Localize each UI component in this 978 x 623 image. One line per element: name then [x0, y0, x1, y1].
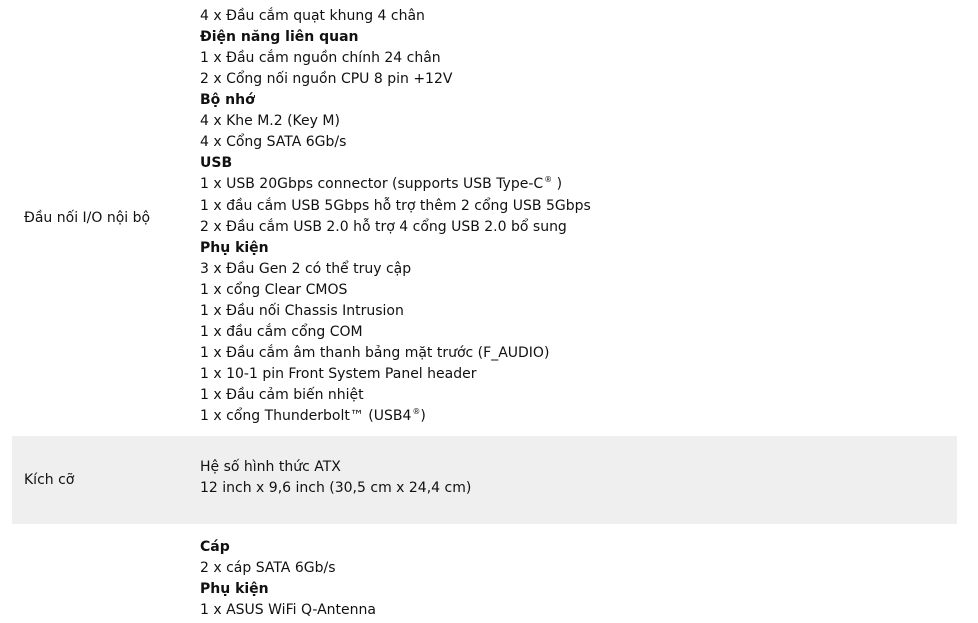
spec-line-text: 3 x Đầu Gen 2 có thể truy cập: [200, 261, 412, 277]
spec-line: [200, 322, 957, 343]
spec-line-text: Phụ kiện: [200, 240, 269, 256]
spec-line-text: 1 x đầu cắm cổng COM: [200, 324, 363, 340]
spec-line: [200, 6, 957, 27]
spec-label: Kích cỡ: [24, 472, 75, 488]
spec-line-text: 1 x cổng Thunderbolt™ (USB4: [200, 408, 412, 424]
spec-line: [200, 217, 957, 238]
spec-line: [200, 457, 957, 478]
spec-content: [200, 6, 957, 428]
spec-line: [200, 48, 957, 69]
spec-label: Đầu nối I/O nội bộ: [24, 210, 151, 226]
spec-line: [200, 364, 957, 385]
spec-line-text: 1 x Đầu nối Chassis Intrusion: [200, 303, 404, 319]
spec-line-text: 1 x ASUS WiFi Q-Antenna: [200, 602, 376, 618]
spec-line-text: 2 x cáp SATA 6Gb/s: [200, 560, 336, 576]
spec-line: [200, 558, 957, 579]
spec-section-heading: [200, 153, 957, 174]
spec-line: [200, 132, 957, 153]
spec-line: [200, 280, 957, 301]
spec-content: [200, 524, 957, 621]
registered-mark: ®: [412, 407, 421, 416]
spec-line: [200, 343, 957, 364]
spec-table: [12, 0, 957, 623]
spec-line-text: 1 x Đầu cắm nguồn chính 24 chân: [200, 50, 441, 66]
spec-line-text: 2 x Đầu cắm USB 2.0 hỗ trợ 4 cổng USB 2.0 bổ sung: [200, 219, 567, 235]
spec-section-heading: [200, 27, 957, 48]
spec-line-text: Bộ nhớ: [200, 92, 255, 108]
spec-line: [200, 385, 957, 406]
spec-line-text: Cáp: [200, 539, 230, 555]
spec-line: [200, 406, 957, 428]
spec-content: [200, 457, 957, 499]
spec-line-text: Phụ kiện: [200, 581, 269, 597]
spec-line-text: 1 x USB 20Gbps connector (supports USB Type-C: [200, 176, 544, 192]
spec-line: [200, 301, 957, 322]
spec-section-heading: [200, 90, 957, 111]
spec-line-text: 1 x đầu cắm USB 5Gbps hỗ trợ thêm 2 cổng USB 5Gbps: [200, 198, 591, 214]
spec-line-text: USB: [200, 155, 233, 171]
spec-line-text: Điện năng liên quan: [200, 29, 359, 45]
spec-line-text: 1 x cổng Clear CMOS: [200, 282, 348, 298]
spec-line-text: 4 x Đầu cắm quạt khung 4 chân: [200, 8, 425, 24]
spec-line: [200, 111, 957, 132]
spec-section-heading: [200, 537, 957, 558]
spec-line-suffix: ): [420, 408, 426, 424]
spec-line-suffix: ): [552, 176, 563, 192]
spec-line: [200, 478, 957, 499]
spec-row-internal-io: [12, 0, 957, 436]
spec-line-text: 12 inch x 9,6 inch (30,5 cm x 24,4 cm): [200, 480, 472, 496]
spec-line-text: Hệ số hình thức ATX: [200, 459, 341, 475]
spec-line-text: 1 x 10-1 pin Front System Panel header: [200, 366, 477, 382]
registered-mark: ®: [544, 175, 553, 184]
spec-section-heading: [200, 238, 957, 259]
spec-line: [200, 600, 957, 621]
spec-line: [200, 196, 957, 217]
spec-line-text: 1 x Đầu cắm âm thanh bảng mặt trước (F_AUDIO): [200, 345, 550, 361]
spec-line-text: 2 x Cổng nối nguồn CPU 8 pin +12V: [200, 71, 453, 87]
spec-line-text: 4 x Cổng SATA 6Gb/s: [200, 134, 347, 150]
spec-line: [200, 259, 957, 280]
spec-line: [200, 174, 957, 196]
spec-line-text: 4 x Khe M.2 (Key M): [200, 113, 340, 129]
spec-row-accessories: [12, 524, 957, 623]
spec-line: [200, 69, 957, 90]
spec-section-heading: [200, 579, 957, 600]
spec-line-text: 1 x Đầu cảm biến nhiệt: [200, 387, 364, 403]
spec-row-form-factor: [12, 436, 957, 524]
